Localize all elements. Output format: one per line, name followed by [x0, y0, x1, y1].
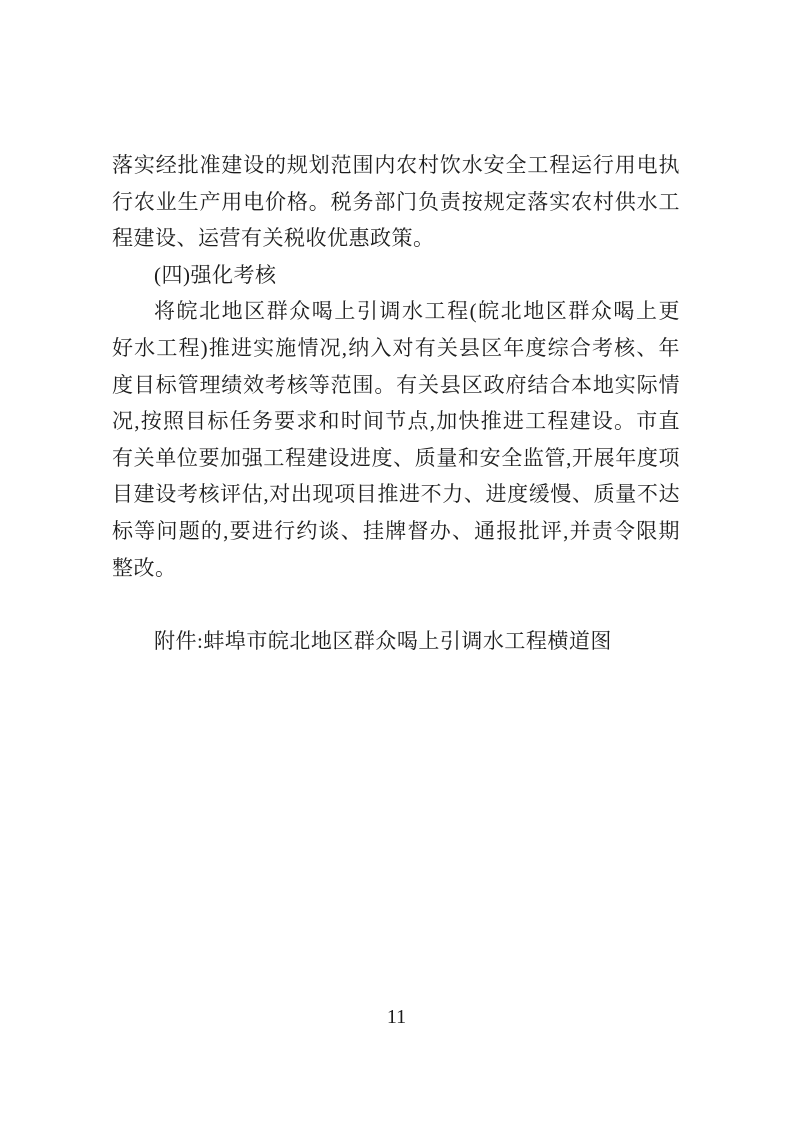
body-line: 况,按照目标任务要求和时间节点,加快推进工程建设。市直: [112, 409, 680, 434]
page-number: 11: [386, 1006, 407, 1028]
body-line: 程建设、运营有关税收优惠政策。: [112, 226, 435, 251]
body-line: 将皖北地区群众喝上引调水工程(皖北地区群众喝上更: [154, 299, 680, 324]
document-body: [112, 147, 680, 659]
body-line: 好水工程)推进实施情况,纳入对有关县区年度综合考核、年: [112, 335, 680, 360]
attachment-line: 附件:蚌埠市皖北地区群众喝上引调水工程横道图: [154, 628, 612, 653]
body-line: 有关单位要加强工程建设进度、质量和安全监管,开展年度项: [112, 445, 680, 470]
body-line: 目建设考核评估,对出现项目推进不力、进度缓慢、质量不达: [112, 482, 680, 507]
section-heading: (四)强化考核: [154, 262, 277, 287]
body-line: 整改。: [112, 555, 177, 580]
page-footer: [0, 1004, 793, 1030]
body-line: 度目标管理绩效考核等范围。有关县区政府结合本地实际情: [112, 372, 680, 397]
blank-line: [112, 586, 680, 623]
body-line: 行农业生产用电价格。税务部门负责按规定落实农村供水工: [112, 189, 680, 214]
body-line: 标等问题的,要进行约谈、挂牌督办、通报批评,并责令限期: [112, 518, 680, 543]
body-line: 落实经批准建设的规划范围内农村饮水安全工程运行用电执: [112, 153, 680, 177]
